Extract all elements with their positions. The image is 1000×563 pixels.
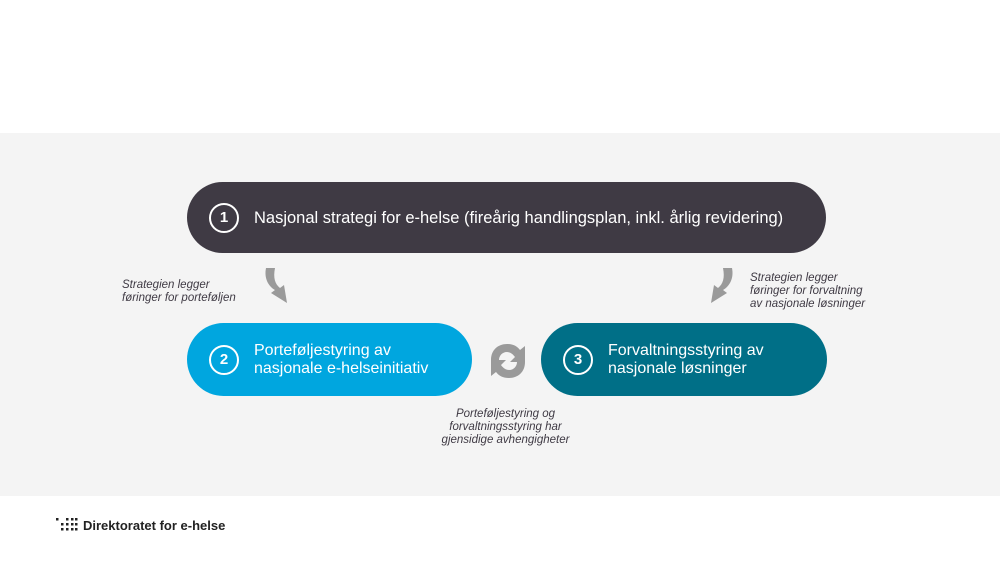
step-1-pill — [187, 182, 826, 253]
step-2-pill — [187, 323, 472, 396]
note-left-line1: Strategien legger — [122, 279, 210, 291]
note-right-line1: Strategien legger — [750, 272, 838, 284]
logo-text: Direktoratet for e-helse — [83, 517, 226, 533]
step-2-label — [254, 342, 428, 378]
note-mutual-dependencies — [418, 408, 593, 447]
step-3-label — [608, 342, 764, 378]
step-3-number: 3 — [563, 345, 593, 375]
curved-arrow-down-icon — [262, 266, 292, 306]
note-bottom-line2: forvaltningsstyring har — [449, 421, 562, 433]
dot-grid-logo-icon — [56, 517, 78, 533]
note-right-line3: av nasjonale løsninger — [750, 298, 866, 310]
step-3-label-line2: nasjonale løsninger — [608, 359, 747, 377]
step-2-number: 2 — [209, 345, 239, 375]
step-3-pill — [541, 323, 827, 396]
step-3-label-line1: Forvaltningsstyring av — [608, 341, 764, 359]
refresh-cycle-icon — [483, 336, 533, 386]
note-bottom-line3: gjensidige avhengigheter — [441, 434, 570, 446]
step-1-number: 1 — [209, 203, 239, 233]
step-2-label-line1: Porteføljestyring av — [254, 341, 391, 359]
note-strategy-portfolio — [122, 279, 262, 305]
note-left-line2: føringer for porteføljen — [122, 292, 236, 304]
note-right-line2: føringer for forvaltning — [750, 285, 863, 297]
footer-logo — [56, 517, 225, 533]
note-bottom-line1: Porteføljestyring og — [455, 408, 556, 420]
curved-arrow-down-icon — [706, 266, 736, 306]
note-strategy-management — [750, 272, 900, 311]
step-2-label-line2: nasjonale e-helseinitiativ — [254, 359, 429, 377]
step-1-label: Nasjonal strategi for e-helse (fireårig handlingsplan, inkl. årlig revidering) — [254, 208, 784, 227]
